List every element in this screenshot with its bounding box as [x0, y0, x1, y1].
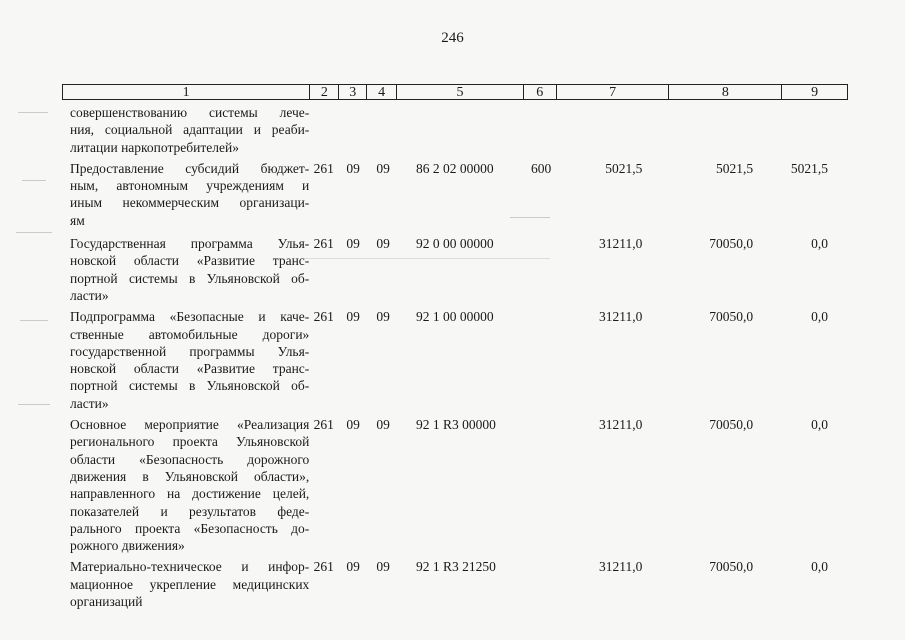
- cell-amount-1: 31211,0: [599, 417, 643, 433]
- header-col-5: 5: [397, 85, 524, 99]
- description-line: Материально-техническое и инфор-: [70, 559, 310, 575]
- description-line: движения в Ульяновской области»,: [70, 468, 310, 484]
- cell-amount-1: [558, 104, 671, 156]
- description-line: портной системы в Ульяновской об-: [70, 270, 310, 286]
- scan-artifact: [22, 180, 46, 181]
- description-line: новской области «Развитие транс-: [70, 253, 310, 269]
- description-line: регионального проекта Ульяновской: [70, 434, 310, 450]
- cell-subsection: 09: [376, 559, 390, 575]
- description-line: организаций: [70, 594, 143, 610]
- page-number: 246: [441, 30, 464, 46]
- cell-amount-1: 31211,0: [599, 309, 643, 325]
- cell-expense-type: [525, 558, 558, 610]
- cell-amount-3: 5021,5: [790, 160, 828, 176]
- table-header: [62, 84, 848, 100]
- description-line: иным некоммерческим организаци-: [70, 195, 310, 211]
- description-line: ственные автомобильные дороги»: [70, 326, 310, 342]
- cell-target-article: 92 0 00 00000: [416, 236, 494, 252]
- scan-artifact: [18, 404, 50, 405]
- description-line: государственной программы Улья-: [70, 343, 310, 359]
- cell-amount-1: 31211,0: [599, 559, 643, 575]
- cell-subsection: 09: [376, 309, 390, 325]
- header-col-8: 8: [669, 85, 782, 99]
- table-row: [62, 416, 848, 554]
- description-line: совершенствованию системы лече-: [70, 105, 310, 120]
- header-col-4: 4: [367, 85, 397, 99]
- description-line: Государственная программа Улья-: [70, 236, 310, 252]
- description-line: области «Безопасность дорожного: [70, 451, 310, 467]
- table-row: [62, 558, 848, 610]
- description-line: Предоставление субсидий бюджет-: [70, 160, 310, 176]
- header-col-7: 7: [557, 85, 670, 99]
- row-description: [62, 308, 309, 412]
- description-line: литации наркопотребителей»: [70, 139, 239, 155]
- cell-amount-2: [670, 104, 783, 156]
- description-line: рального проекта «Безопасность до-: [70, 520, 310, 536]
- cell-section: 09: [346, 236, 360, 252]
- cell-amount-3: 0,0: [811, 417, 828, 433]
- row-description: [62, 416, 309, 554]
- cell-expense-type: [525, 235, 558, 304]
- cell-target-article: 92 1 R3 00000: [416, 417, 496, 433]
- cell-code: 261: [313, 559, 334, 575]
- scan-artifact: [18, 112, 48, 113]
- header-col-1: 1: [63, 85, 310, 99]
- description-line: направленного на достижение целей,: [70, 486, 310, 502]
- scan-artifact: [510, 217, 550, 218]
- description-line: ласти»: [70, 395, 109, 411]
- table-row: [62, 160, 848, 229]
- cell-expense-type: [525, 308, 558, 412]
- header-col-2: 2: [310, 85, 339, 99]
- table-row: [62, 104, 848, 156]
- table-row: [62, 308, 848, 412]
- cell-code: 261: [313, 417, 334, 433]
- description-line: портной системы в Ульяновской об-: [70, 378, 310, 394]
- scan-artifact: [16, 232, 52, 233]
- header-col-9: 9: [811, 85, 819, 100]
- description-line: новской области «Развитие транс-: [70, 361, 310, 377]
- cell-target-article: [398, 104, 525, 156]
- cell-code: 261: [313, 309, 334, 325]
- description-line: Подпрограмма «Безопасные и каче-: [70, 309, 310, 325]
- cell-expense-type: 600: [531, 160, 552, 176]
- cell-amount-1: 31211,0: [599, 236, 643, 252]
- cell-amount-1: 5021,5: [605, 160, 643, 176]
- description-line: мационное укрепление медицинских: [70, 576, 310, 592]
- cell-code: 261: [313, 160, 334, 176]
- cell-amount-3: 0,0: [811, 236, 828, 252]
- description-line: показателей и результатов феде-: [70, 503, 310, 519]
- cell-code: [309, 104, 338, 156]
- description-line: ям: [70, 212, 85, 228]
- description-line: рожного движения»: [70, 538, 185, 554]
- cell-target-article: 92 1 R3 21250: [416, 559, 496, 575]
- cell-expense-type: [525, 416, 558, 554]
- cell-subsection: 09: [376, 236, 390, 252]
- description-line: ласти»: [70, 287, 109, 303]
- cell-subsection: [368, 104, 398, 156]
- cell-section: 09: [346, 559, 360, 575]
- description-line: Основное мероприятие «Реализация: [70, 417, 310, 433]
- cell-section: 09: [346, 309, 360, 325]
- cell-section: 09: [346, 160, 360, 176]
- row-description: [62, 235, 309, 304]
- cell-section: [338, 104, 368, 156]
- row-description: [62, 160, 309, 229]
- table-row: [62, 235, 848, 304]
- cell-amount-2: 70050,0: [709, 559, 754, 575]
- header-col-6: 6: [524, 85, 557, 99]
- cell-subsection: 09: [376, 417, 390, 433]
- scan-artifact: [20, 320, 48, 321]
- cell-amount-2: 70050,0: [709, 236, 754, 252]
- cell-amount-2: 70050,0: [709, 417, 754, 433]
- cell-expense-type: [525, 104, 558, 156]
- cell-section: 09: [346, 417, 360, 433]
- header-col-3: 3: [339, 85, 367, 99]
- row-description: [62, 558, 309, 610]
- description-line: ным, автономным учреждениям и: [70, 178, 310, 194]
- scan-artifact: [300, 258, 550, 259]
- cell-subsection: 09: [376, 160, 390, 176]
- cell-amount-3: [783, 104, 848, 156]
- cell-amount-3: 0,0: [811, 309, 828, 325]
- table-body: [62, 104, 848, 610]
- cell-target-article: 92 1 00 00000: [416, 309, 494, 325]
- cell-target-article: 86 2 02 00000: [416, 160, 494, 176]
- cell-amount-3: 0,0: [811, 559, 828, 575]
- cell-amount-2: 5021,5: [716, 160, 754, 176]
- description-line: ния, социальной адаптации и реаби-: [70, 122, 310, 138]
- row-description: [62, 104, 309, 156]
- cell-code: 261: [313, 236, 334, 252]
- cell-amount-2: 70050,0: [709, 309, 754, 325]
